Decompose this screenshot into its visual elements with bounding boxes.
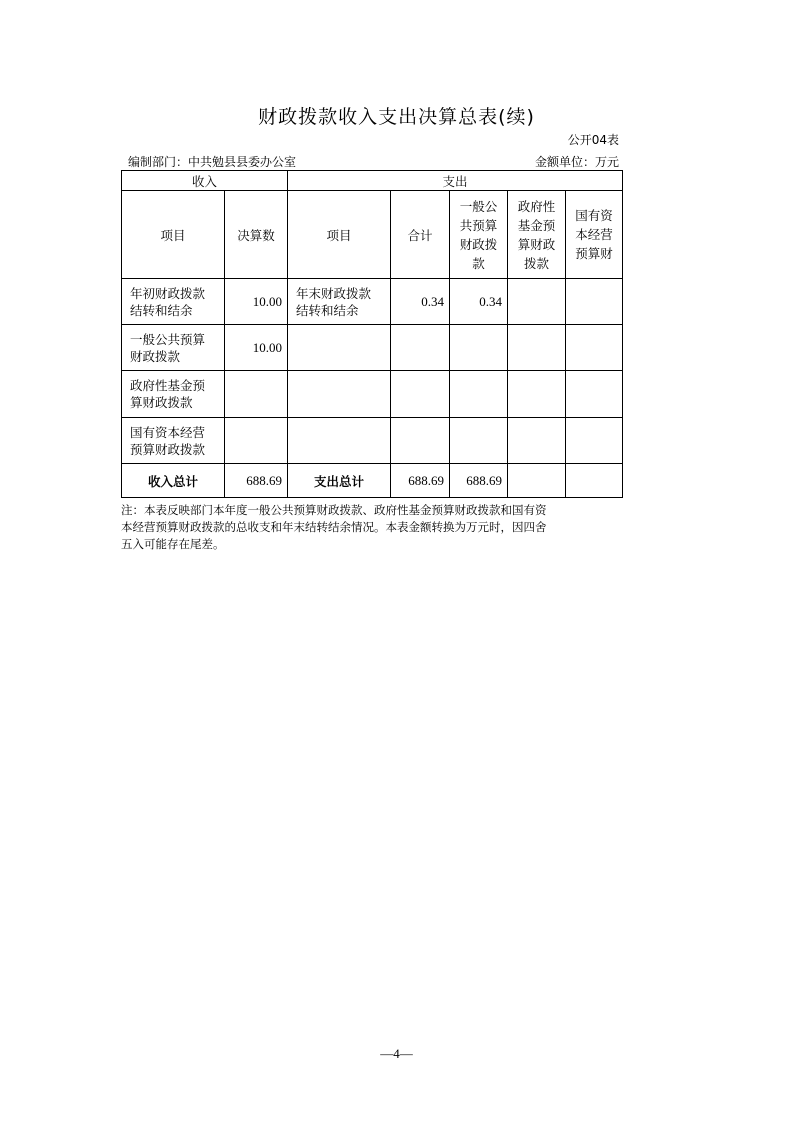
expense-general: [450, 418, 508, 464]
income-item-header: 项目: [122, 191, 225, 279]
table-row: [122, 279, 623, 325]
expense-total: [391, 371, 450, 418]
fiscal-table: [121, 170, 623, 498]
expense-capital: [566, 325, 623, 371]
expense-item: [288, 418, 391, 464]
totals-row: [122, 464, 623, 498]
expense-item: [288, 325, 391, 371]
expense-total-value: 688.69: [391, 464, 450, 498]
header-row-top: [122, 171, 623, 191]
general-budget-header: 一般公 共预算 财政拨 款: [450, 191, 508, 279]
income-item: 一般公共预算 财政拨款: [122, 325, 225, 371]
income-header: 收入: [122, 171, 288, 191]
income-item: 国有资本经营 预算财政拨款: [122, 418, 225, 464]
expense-general-total: 688.69: [450, 464, 508, 498]
total-header: 合计: [391, 191, 450, 279]
expense-header: 支出: [288, 171, 623, 191]
form-number: 公开04表: [567, 133, 619, 147]
income-item: 年初财政拨款 结转和结余: [122, 279, 225, 325]
unit-label: 金额单位：万元: [534, 155, 619, 169]
table-row: [122, 325, 623, 371]
page-title: 财政拨款收入支出决算总表(续): [258, 106, 535, 128]
header-row-bottom: [122, 191, 623, 279]
income-total-label: 收入总计: [122, 464, 225, 498]
expense-general: [450, 325, 508, 371]
expense-item: [288, 371, 391, 418]
expense-item-header: 项目: [288, 191, 391, 279]
income-value: 10.00: [225, 325, 288, 371]
expense-fund: [508, 418, 566, 464]
expense-total: [391, 325, 450, 371]
income-value: 10.00: [225, 279, 288, 325]
expense-fund: [508, 371, 566, 418]
expense-general: [450, 371, 508, 418]
income-value: [225, 418, 288, 464]
expense-total: [391, 418, 450, 464]
gov-fund-header: 政府性 基金预 算财政 拨款: [508, 191, 566, 279]
final-amount-header: 决算数: [225, 191, 288, 279]
expense-fund-total: [508, 464, 566, 498]
expense-fund: [508, 325, 566, 371]
expense-item: 年末财政拨款 结转和结余: [288, 279, 391, 325]
income-item: 政府性基金预 算财政拨款: [122, 371, 225, 418]
expense-total: 0.34: [391, 279, 450, 325]
income-total-value: 688.69: [225, 464, 288, 498]
expense-capital: [566, 418, 623, 464]
expense-capital-total: [566, 464, 623, 498]
expense-fund: [508, 279, 566, 325]
department-label: 编制部门：中共勉县县委办公室: [128, 155, 297, 169]
table-row: [122, 371, 623, 418]
expense-general: 0.34: [450, 279, 508, 325]
page-number: —4—: [380, 1046, 413, 1061]
state-capital-header: 国有资 本经营 预算财: [566, 191, 623, 279]
expense-capital: [566, 371, 623, 418]
table-row: [122, 418, 623, 464]
footnote: 注：本表反映部门本年度一般公共预算财政拨款、政府性基金预算财政拨款和国有资 本经营预算财政拨款的总收支和年末结转结余情况。本表金额转换为万元时，因四舍 五入可能存在尾差。: [121, 503, 547, 551]
expense-capital: [566, 279, 623, 325]
expense-total-label: 支出总计: [288, 464, 391, 498]
income-value: [225, 371, 288, 418]
